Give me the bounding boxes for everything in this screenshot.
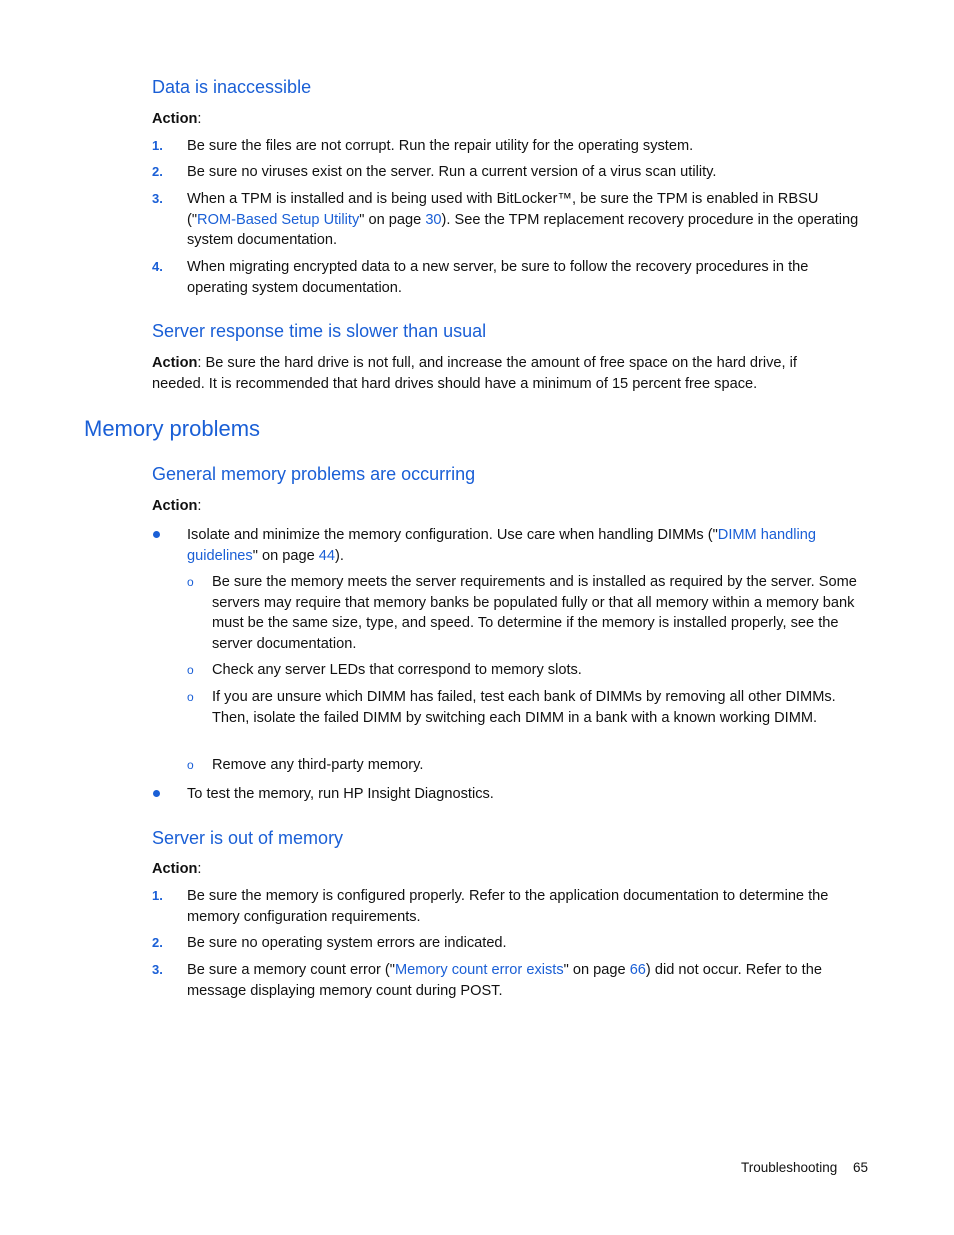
step-text-mid: " on page	[359, 211, 426, 228]
bullet-text	[187, 525, 869, 566]
step-text-pre: When a TPM is installed and is being used with BitLocker™, be sure the TPM is enabled in RBSU ("	[187, 191, 819, 228]
step-number: 2.	[152, 164, 163, 179]
action-label-text: Action	[152, 861, 198, 877]
page-66-link[interactable]: 66	[629, 962, 646, 978]
step-text-pre: Be sure a memory count error ("	[187, 962, 395, 978]
heading-data-inaccessible: Data is inaccessible	[152, 77, 312, 97]
sub-bullet-icon: o	[187, 690, 194, 704]
action-colon: :	[197, 498, 202, 514]
heading-server-response: Server response time is slower than usual	[152, 321, 487, 341]
page-30-link[interactable]: 30	[425, 211, 442, 228]
step-text: Be sure no operating system errors are indicated.	[187, 935, 507, 951]
server-response-paragraph	[152, 353, 852, 394]
heading-out-of-memory: Server is out of memory	[152, 828, 344, 848]
step-number: 1.	[152, 138, 163, 153]
action-colon: :	[197, 861, 202, 877]
step-number: 3.	[152, 191, 163, 206]
sub-bullet-text: If you are unsure which DIMM has failed, test each bank of DIMMs by removing all other DIMMs. Then, isolate the failed DIMM by switching each DIMM in a bank with a known working DIMM.	[212, 689, 836, 726]
sub-bullet-text: Be sure the memory meets the server requirements and is installed as required by the server. Some servers may require that memory banks be populated fully or that all memory within a memory bank must be the same size, type, and speed. To determine if the memory is installed properly, see the server documentation.	[212, 574, 857, 652]
action-label	[152, 109, 201, 130]
step-text-mid: " on page	[563, 962, 630, 978]
server-response-text: : Be sure the hard drive is not full, and increase the amount of free space on the hard drive, if needed. It is recommended that hard drives should have a minimum of 15 percent free space.	[152, 355, 797, 392]
bullet-icon	[153, 531, 160, 538]
step-text: When migrating encrypted data to a new server, be sure to follow the recovery procedures in the operating system documentation.	[187, 259, 809, 296]
sub-bullet-icon: o	[187, 758, 194, 772]
bullet-text-mid: " on page	[252, 547, 319, 564]
page-44-link[interactable]: 44	[318, 547, 336, 564]
bullet-text-pre: Isolate and minimize the memory configuration. Use care when handling DIMMs ("	[187, 527, 718, 543]
step-number: 3.	[152, 962, 163, 977]
footer-section-label: Troubleshooting	[741, 1160, 838, 1175]
action-label-text: Action	[152, 111, 198, 127]
sub-bullet-icon: o	[187, 663, 194, 677]
bullet-text: To test the memory, run HP Insight Diagnostics.	[187, 786, 494, 802]
action-colon: :	[197, 111, 202, 127]
step-number: 4.	[152, 259, 163, 274]
sub-bullet-icon: o	[187, 575, 194, 589]
step-text: Be sure the memory is configured properly. Refer to the application documentation to determine the memory configuration requirements.	[187, 888, 829, 925]
rbsu-link[interactable]: ROM-Based Setup Utility	[197, 211, 360, 228]
sub-bullet-text: Remove any third-party memory.	[212, 757, 424, 773]
action-label	[152, 859, 201, 880]
action-label-text: Action	[152, 498, 198, 514]
sub-bullet-text: Check any server LEDs that correspond to memory slots.	[212, 662, 582, 678]
footer-page-number: 65	[853, 1160, 869, 1175]
step-text	[187, 189, 869, 251]
action-label-text: Action	[152, 355, 198, 371]
action-label	[152, 496, 201, 517]
step-number: 2.	[152, 935, 163, 950]
heading-general-memory: General memory problems are occurring	[152, 464, 476, 484]
heading-memory-problems: Memory problems	[84, 416, 261, 441]
step-text: Be sure the files are not corrupt. Run the repair utility for the operating system.	[187, 138, 694, 154]
step-text: Be sure no viruses exist on the server. Run a current version of a virus scan utility.	[187, 164, 717, 180]
memory-count-error-link[interactable]: Memory count error exists	[394, 962, 564, 978]
bullet-icon	[153, 790, 160, 797]
step-text	[187, 960, 869, 1001]
step-text-post: ) did not occur. Refer to the message displaying memory count during POST.	[187, 962, 822, 999]
dimm-handling-link[interactable]: DIMM handling guidelines	[187, 527, 816, 564]
step-number: 1.	[152, 888, 163, 903]
step-text-post: ). See the TPM replacement recovery procedure in the operating system documentation.	[187, 211, 859, 249]
bullet-text-post: ).	[335, 547, 344, 564]
